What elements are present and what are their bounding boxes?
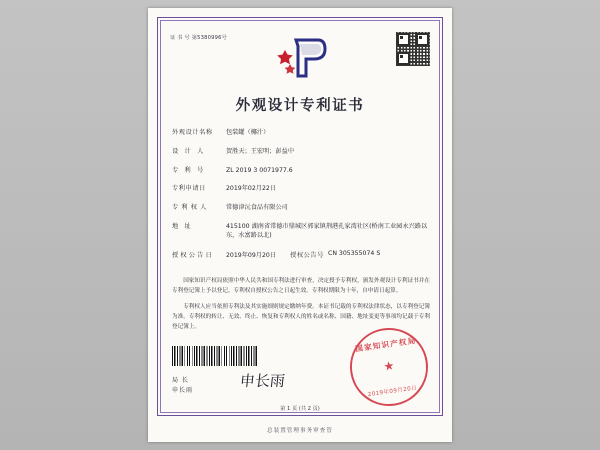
field-label: 专 利 号 [172, 166, 206, 174]
field-value-grant-number: CN 305355074 S [328, 250, 381, 258]
field-value: ZL 2019 3 0071977.6 [226, 166, 293, 174]
field-value: 包装罐（椰汁） [226, 129, 270, 136]
barcode-icon [172, 346, 258, 366]
field-value: 常德津沅食品有限公司 [226, 204, 288, 212]
field-design-name [172, 128, 430, 137]
field-value-grant-date: 2019年09月20日 [226, 252, 277, 260]
field-patentee [172, 203, 430, 212]
signature-label [172, 376, 193, 395]
field-label: 专 利 权 人 [172, 204, 207, 212]
field-label: 专利申请日 [172, 185, 206, 193]
signature-handwriting: 申长雨 [239, 372, 286, 390]
footer-note: 总装置管理事务审查管 [267, 428, 333, 434]
qr-code-icon [396, 32, 430, 66]
legal-paragraph-2: 专利权人应当依照专利法及其实施细则规定缴纳年费。本证书记载的专利权法律状态，以专利登记簿为准。专利权的转让、无效、终止、恢复和专利权人的姓名或名称、国籍、地址变更等事项均记载于专利登记簿上。 [172, 303, 430, 331]
field-label-grant-number: 授权公告号 [290, 252, 324, 260]
patent-certificate-sheet [148, 8, 452, 442]
signature-label-line2: 申长雨 [172, 386, 194, 394]
field-application-date [172, 184, 430, 193]
field-value: 贺胜天；王宏明；彭益中 [226, 147, 295, 155]
field-label-grant-date: 授权公告日 [172, 252, 214, 260]
page-number: 第 1 页 (共 2 页) [280, 406, 320, 412]
field-grant-row [172, 250, 430, 259]
star-icon: ★ [382, 358, 396, 374]
field-label: 地 址 [172, 222, 193, 230]
certificate-fields [172, 128, 430, 269]
field-patent-number [172, 166, 430, 175]
legal-paragraph-1: 国家知识产权局依照中华人民共和国专利法进行审查，决定授予专利权，颁发外观设计专利证书并在专利登记簿上予以登记。专利权自授权公告之日起生效。专利权期限为十年，自申请日起算。 [172, 278, 430, 295]
page-title: 外观设计专利证书 [235, 98, 365, 114]
field-label: 设 计 人 [172, 147, 206, 155]
field-label: 外观设计名称 [172, 129, 213, 136]
field-value: 2019年02月22日 [226, 185, 277, 193]
certificate-number: 证 书 号 第5380996号 [170, 35, 227, 41]
signature-label-line1: 局 长 [172, 377, 189, 384]
seal-top-text: 国家知识产权局 [354, 335, 417, 354]
field-designers [172, 147, 430, 156]
seal-date-text: 2019年09月20日 [367, 385, 418, 399]
patent-office-logo-icon [276, 34, 328, 80]
field-value: 415100 湖南省常德市鼎城区郭家镇荆港孔家湾社区(桥南工业园永兴路以东，水富路以北) [226, 222, 428, 240]
field-address [172, 222, 430, 241]
